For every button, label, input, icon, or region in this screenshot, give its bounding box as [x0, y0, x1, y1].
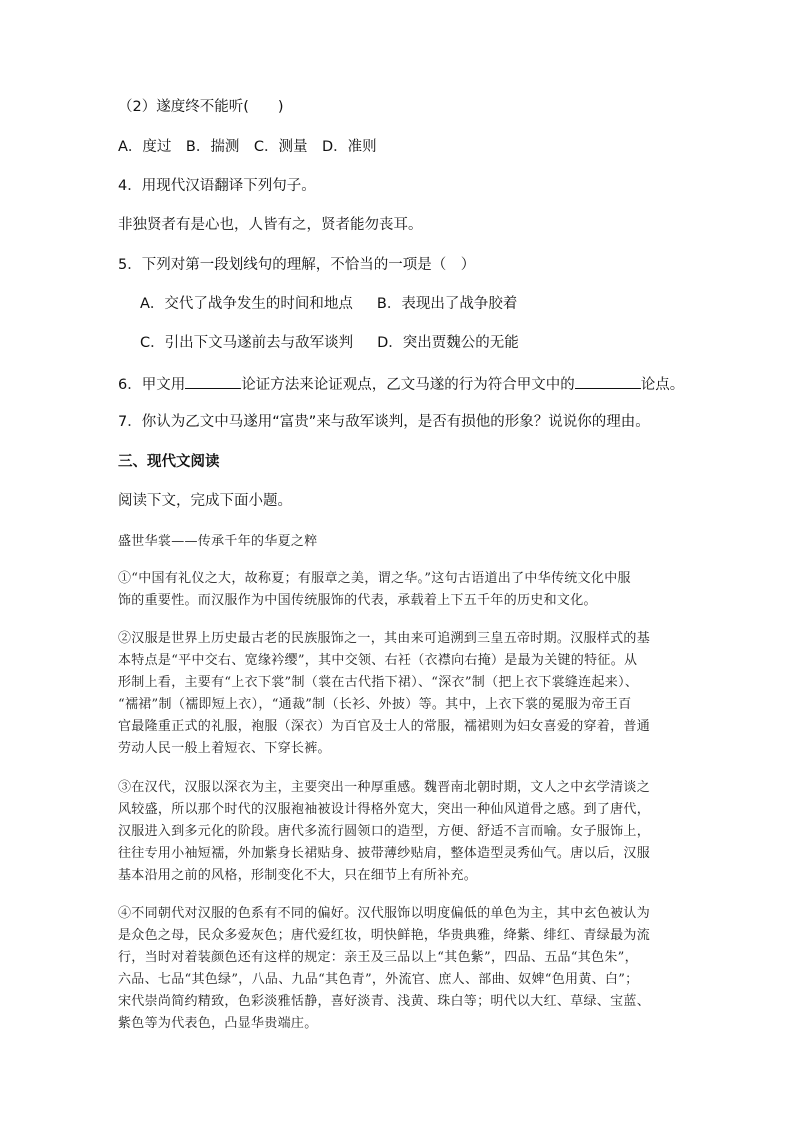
question-5: 5．下列对第一段划线句的理解，不恰当的一项是（ ）	[118, 257, 476, 273]
section-heading: 三、现代文阅读	[118, 454, 220, 470]
paragraph-line: 宋代崇尚简约精致，色彩淡雅恬静，喜好淡青、浅黄、珠白等；明代以大红、草绿、宝蓝、	[118, 994, 651, 1009]
paragraph-line: 风较盛，所以那个时代的汉服袍袖被设计得格外宽大，突出一种仙风道骨之感。到了唐代，	[118, 802, 651, 817]
question-2-options: A．度过 B．揣测 C．测量 D．准则	[118, 139, 377, 155]
paragraph-line: 紫色等为代表色，凸显华贵端庄。	[118, 1016, 318, 1031]
answer-blank-1[interactable]	[185, 373, 241, 389]
article-paragraph-3	[118, 777, 678, 887]
paragraph-line: 六品、七品“其色绿”，八品、九品“其色青”，外流官、庶人、部曲、奴婢“色用黄、白”；	[118, 972, 639, 987]
article-paragraph-4	[118, 903, 678, 1035]
question-6-text-1: 6．甲文用	[118, 377, 186, 393]
paragraph-line: ①“中国有礼仪之大，故称夏；有服章之美，谓之华。”这句古语道出了中华传统文化中服	[118, 571, 631, 586]
section-instruction: 阅读下文，完成下面小题。	[118, 493, 292, 509]
question-5-options-row-2	[140, 333, 519, 353]
paragraph-line: 是众色之母，民众多爱灰色；唐代爱红妆，明快鲜艳，华贵典雅，绛紫、绯红、青绿最为流	[118, 928, 651, 943]
paragraph-line: 行，当时对着装颜色还有这样的规定：亲王及三品以上“其色紫”，四品、五品“其色朱”，	[118, 950, 638, 965]
question-6-text-2: 论证方法来论证观点，乙文马遂的行为符合甲文中的	[241, 377, 575, 393]
question-6	[118, 373, 684, 395]
answer-blank-2[interactable]	[575, 373, 641, 389]
paragraph-line: 本特点是“平中交右、宽缘衿缨”，其中交领、右衽（衣襟向右掩）是最为关键的特征。从	[118, 653, 638, 668]
article-paragraph-2	[118, 628, 678, 760]
paragraph-line: 饰的重要性。而汉服作为中国传统服饰的代表，承载着上下五千年的历史和文化。	[118, 593, 597, 608]
paragraph-line: 往往专用小袖短襦，外加紫身长裙贴身、披带薄纱贴肩，整体造型灵秀仙气。唐以后，汉服	[118, 846, 651, 861]
paragraph-line: 形制上看，主要有“上衣下裳”制（裳在古代指下裙）、“深衣”制（把上衣下裳缝连起来）、	[118, 675, 639, 690]
question-5-option-b: B．表现出了战争胶着	[376, 296, 518, 312]
question-2-subitem: （2）遂度终不能听( )	[118, 99, 284, 115]
question-5-option-a: A．交代了战争发生的时间和地点	[140, 296, 353, 312]
question-5-option-d: D．突出贾魏公的无能	[377, 335, 519, 351]
paragraph-line: 官最隆重正式的礼服，袍服（深衣）为百官及士人的常服，襦裙则为妇女喜爱的穿着，普通	[118, 719, 651, 734]
paragraph-line: 汉服进入到多元化的阶段。唐代多流行圆领口的造型，方便、舒适不言而喻。女子服饰上，	[118, 824, 651, 839]
question-4: 4．用现代汉语翻译下列句子。	[118, 178, 316, 194]
question-6-text-3: 论点。	[640, 377, 685, 393]
paragraph-line: “襦裙”制（襦即短上衣），“通裁”制（长衫、外披）等。其中，上衣下裳的冕服为帝王百	[118, 697, 632, 712]
question-7: 7．你认为乙文中马遂用“富贵”来与敌军谈判，是否有损他的形象？说说你的理由。	[118, 414, 650, 430]
article-paragraph-1	[118, 568, 678, 612]
question-5-options-row-1	[140, 294, 517, 314]
paragraph-line: ④不同朝代对汉服的色系有不同的偏好。汉代服饰以明度偏低的单色为主，其中玄色被认为	[118, 906, 651, 921]
paragraph-line: ②汉服是世界上历史最古老的民族服饰之一，其由来可追溯到三皇五帝时期。汉服样式的基	[118, 631, 651, 646]
question-5-option-c: C．引出下文马遂前去与敌军谈判	[140, 335, 354, 351]
question-4-sentence: 非独贤者有是心也，人皆有之，贤者能勿丧耳。	[118, 217, 423, 233]
paragraph-line: 基本沿用之前的风格，形制变化不大，只在细节上有所补充。	[118, 868, 478, 883]
paragraph-line: 劳动人民一般上着短衣、下穿长裤。	[118, 741, 331, 756]
article-title: 盛世华裳——传承千年的华夏之粹	[118, 534, 318, 549]
paragraph-line: ③在汉代，汉服以深衣为主，主要突出一种厚重感。魏晋南北朝时期，文人之中玄学清谈之	[118, 780, 651, 795]
